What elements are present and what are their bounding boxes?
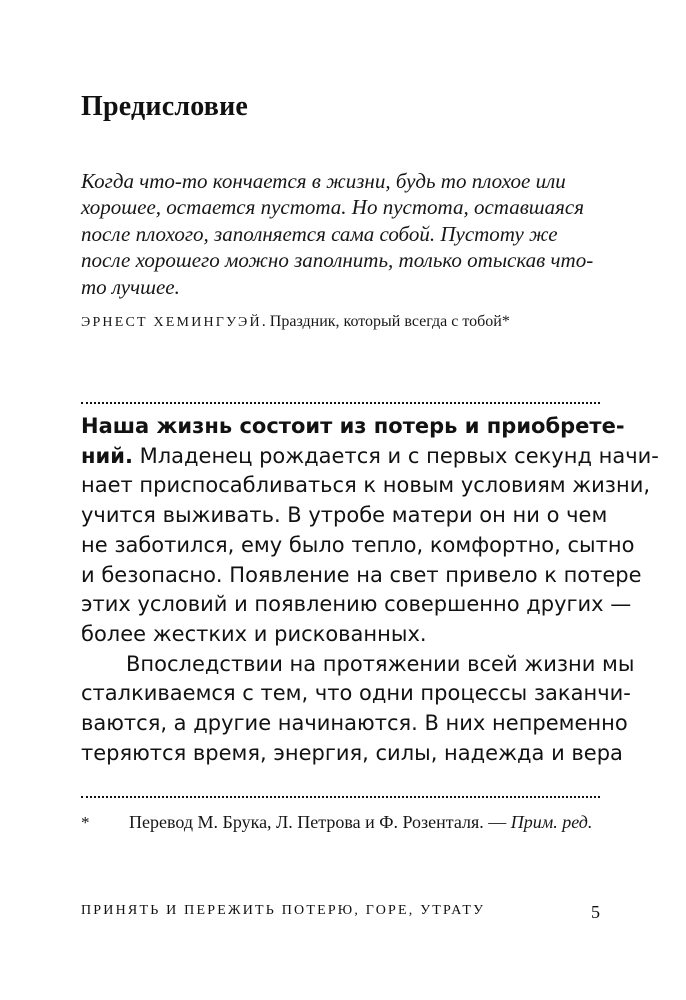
paragraph-1-line-8: более жестких и рискованных.: [81, 621, 427, 646]
footnote-reference: *: [501, 313, 510, 330]
paragraph-2-line-1: Впоследствии на протяжении всей жизни мы: [126, 651, 635, 676]
paragraph-1-line-7: этих условий и появлению совершенно других —: [81, 592, 632, 617]
running-title: ПРИНЯТЬ И ПЕРЕЖИТЬ ПОТЕРЮ, ГОРЕ, УТРАТУ: [81, 903, 486, 918]
section-title: Предисловие: [81, 91, 249, 122]
paragraph-1-line-5: не заботился, ему было тепло, комфортно, сытно: [81, 532, 635, 557]
paragraph-2: [81, 650, 635, 769]
footnote-marker: *: [81, 813, 90, 832]
paragraph-2-line-3: ваются, а другие начинаются. В них непременно: [81, 711, 628, 736]
dotted-divider-bottom: [81, 796, 600, 798]
epigraph-work-title: Праздник, который всегда с тобой: [269, 313, 502, 330]
footnote: [81, 811, 600, 834]
main-text: [81, 412, 659, 768]
epigraph-quote: Когда что-то кончается в жизни, будь то плохое или хорошее, остается пустота. Но пустота, оставшаяся после плохого, заполняется сама собой. Пустоту же после хорошего можно заполнить, только отыскав что-то лучшее.: [81, 169, 594, 299]
running-footer: [81, 903, 600, 925]
epigraph-attribution: [81, 312, 621, 333]
footnote-text: Перевод М. Брука, Л. Петрова и Ф. Розенталя. —: [129, 812, 511, 832]
attribution-separator: .: [261, 313, 270, 330]
dotted-divider-top: [81, 402, 600, 404]
paragraph-2-line-2: сталкиваемся с тем, что одни процессы заканчи-: [81, 681, 631, 706]
epigraph-author: ЭРНЕСТ ХЕМИНГУЭЙ: [81, 315, 262, 330]
page-number: 5: [591, 902, 600, 922]
paragraph-1-line-6: и безопасно. Появление на свет привело к потере: [81, 562, 642, 587]
editor-note: Прим. ред.: [510, 812, 593, 832]
paragraph-1-line-1: Наша жизнь состоит из потерь и приобрете-: [81, 414, 625, 438]
lead-sentence-end: ний.: [81, 443, 133, 468]
paragraph-2-line-4: теряются время, энергия, силы, надежда и вера: [81, 740, 623, 765]
paragraph-1: [81, 412, 659, 650]
paragraph-1-line-2: [81, 442, 659, 472]
paragraph-1-line-4: учится выживать. В утробе матери он ни о чем: [81, 503, 608, 528]
paragraph-1-line-2-text: Младенец рождается и с первых секунд начи-: [132, 443, 659, 468]
paragraph-1-line-3: нает приспосабливаться к новым условиям жизни,: [81, 473, 651, 498]
